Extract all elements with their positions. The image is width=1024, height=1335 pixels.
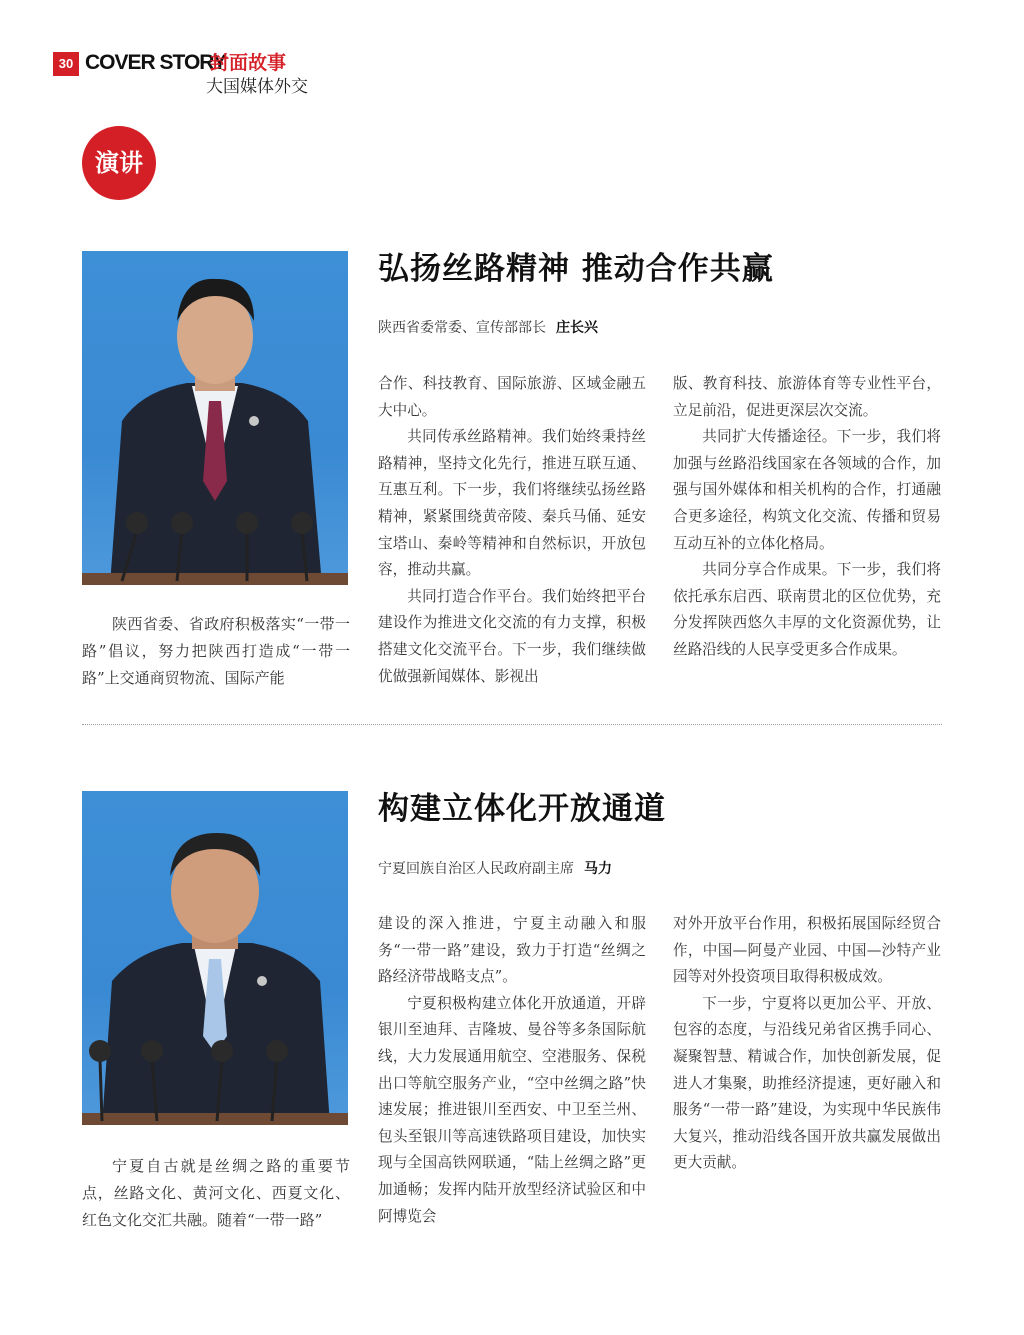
byline-2 bbox=[378, 859, 612, 879]
photo-caption-1: 陕西省委、省政府积极落实“一带一路”倡议，努力把陕西打造成“一带一路”上交通商贸物流、国际产能 bbox=[82, 615, 350, 687]
article-title-2: 构建立体化开放通道 bbox=[378, 791, 666, 827]
article-2-column-2 bbox=[673, 911, 941, 1177]
paragraph: 下一步，宁夏将以更加公平、开放、包容的态度，与沿线兄弟省区携手同心、凝聚智慧、精诚合作，加快创新发展，促进人才集聚，助推经济提速，更好融入和服务“一带一路”建设，为实现中华民族伟大复兴，推动沿线各国开放共赢发展做出更大贡献。 bbox=[673, 994, 941, 1172]
paragraph: 合作、科技教育、国际旅游、区域金融五大中心。 bbox=[378, 375, 646, 419]
paragraph: 共同打造合作平台。我们始终把平台建设作为推进文化交流的有力支撑，积极搭建文化交流平台。下一步，我们继续做优做强新闻媒体、影视出 bbox=[378, 587, 646, 685]
byline-name: 马力 bbox=[584, 861, 612, 877]
article-1-column-1 bbox=[378, 371, 646, 690]
speaker-photo-2 bbox=[82, 791, 348, 1125]
article-1-column-2 bbox=[673, 371, 941, 664]
page-number: 30 bbox=[53, 52, 79, 76]
paragraph: 宁夏积极构建立体化开放通道，开辟银川至迪拜、吉隆坡、曼谷等多条国际航线，大力发展通用航空、空港服务、保税出口等航空服务产业，“空中丝绸之路”快速发展；推进银川至西安、中卫至兰州、包头至银川等高速铁路项目建设，加快实现与全国高铁网联通，“陆上丝绸之路”更加通畅；发挥内陆开放型经济试验区和中阿博览会 bbox=[378, 994, 646, 1225]
section-divider bbox=[82, 724, 942, 725]
paragraph: 共同分享合作成果。下一步，我们将依托承东启西、联南贯北的区位优势，充分发挥陕西悠久丰厚的文化资源优势，让丝路沿线的人民享受更多合作成果。 bbox=[673, 561, 941, 658]
speaker-photo-1 bbox=[82, 251, 348, 585]
section-label-cn: 封面故事 bbox=[210, 52, 287, 74]
paragraph: 共同传承丝路精神。我们始终秉持丝路精神，坚持文化先行，推进互联互通、互惠互利。下一步，我们将继续弘扬丝路精神，紧紧围绕黄帝陵、秦兵马俑、延安宝塔山、秦岭等精神和自然标识，开放包容，推动共赢。 bbox=[378, 428, 646, 579]
speech-badge: 演讲 bbox=[82, 126, 156, 200]
article-title-1: 弘扬丝路精神 推动合作共赢 bbox=[378, 251, 774, 287]
article-2-column-1 bbox=[378, 911, 646, 1230]
paragraph: 建设的深入推进，宁夏主动融入和服务“一带一路”建设，致力于打造“丝绸之路经济带战略支点”。 bbox=[378, 915, 646, 986]
byline-name: 庄长兴 bbox=[556, 320, 598, 336]
section-label-en: COVER STORY bbox=[85, 51, 226, 74]
section-subtitle: 大国媒体外交 bbox=[206, 77, 308, 97]
photo-caption-2: 宁夏自古就是丝绸之路的重要节点，丝路文化、黄河文化、西夏文化、红色文化交汇共融。随着“一带一路” bbox=[82, 1157, 350, 1229]
byline-role: 宁夏回族自治区人民政府副主席 bbox=[378, 861, 574, 877]
byline-1 bbox=[378, 318, 598, 338]
paragraph: 共同扩大传播途径。下一步，我们将加强与丝路沿线国家在各领域的合作，加强与国外媒体和相关机构的合作，打通融合更多途径，构筑文化交流、传播和贸易互动互补的立体化格局。 bbox=[673, 428, 941, 552]
paragraph: 版、教育科技、旅游体育等专业性平台，立足前沿，促进更深层次交流。 bbox=[673, 375, 941, 419]
paragraph: 对外开放平台作用，积极拓展国际经贸合作，中国—阿曼产业园、中国—沙特产业园等对外投资项目取得积极成效。 bbox=[673, 915, 941, 986]
byline-role: 陕西省委常委、宣传部部长 bbox=[378, 320, 546, 336]
